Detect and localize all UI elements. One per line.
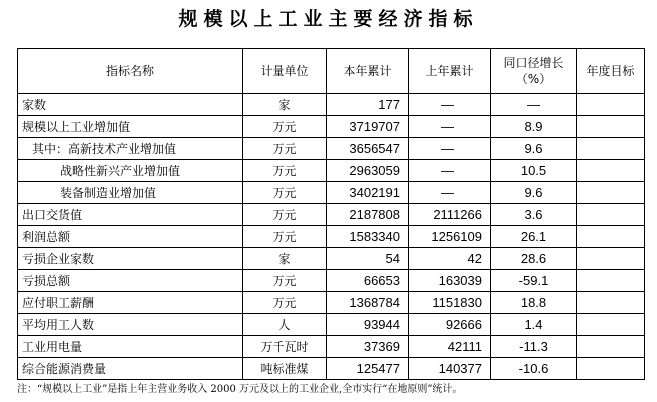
cell-current-ytd: 93944 <box>327 314 409 336</box>
cell-indicator-name: 利润总额 <box>18 226 243 248</box>
table-row <box>18 94 645 116</box>
cell-indicator-name: 平均用工人数 <box>18 314 243 336</box>
cell-annual-target <box>577 270 645 292</box>
cell-prior-ytd: — <box>409 94 491 116</box>
cell-growth: 18.8 <box>491 292 577 314</box>
footnote: 注：“规模以上工业”是指上年主营业务收入 2000 万元及以上的工业企业,全市实行“在地原则”统计。 <box>17 384 463 395</box>
cell-growth: 10.5 <box>491 160 577 182</box>
cell-indicator-name: 规模以上工业增加值 <box>18 116 243 138</box>
table-row <box>18 182 645 204</box>
header-unit: 计量单位 <box>243 49 327 94</box>
cell-prior-ytd: 163039 <box>409 270 491 292</box>
cell-growth: 9.6 <box>491 182 577 204</box>
cell-unit: 万元 <box>243 138 327 160</box>
cell-current-ytd: 125477 <box>327 358 409 380</box>
cell-annual-target <box>577 182 645 204</box>
cell-indicator-name: 工业用电量 <box>18 336 243 358</box>
cell-indicator-name: 出口交货值 <box>18 204 243 226</box>
table-row <box>18 314 645 336</box>
cell-current-ytd: 1583340 <box>327 226 409 248</box>
cell-indicator-name: 其中：高新技术产业增加值 <box>18 138 243 160</box>
cell-annual-target <box>577 314 645 336</box>
cell-prior-ytd: — <box>409 116 491 138</box>
cell-current-ytd: 54 <box>327 248 409 270</box>
cell-annual-target <box>577 160 645 182</box>
cell-unit: 家 <box>243 248 327 270</box>
cell-annual-target <box>577 226 645 248</box>
cell-prior-ytd: 92666 <box>409 314 491 336</box>
cell-unit: 万元 <box>243 182 327 204</box>
cell-growth: 1.4 <box>491 314 577 336</box>
cell-annual-target <box>577 94 645 116</box>
cell-annual-target <box>577 204 645 226</box>
header-prior-ytd: 上年累计 <box>409 49 491 94</box>
cell-growth: 26.1 <box>491 226 577 248</box>
cell-current-ytd: 3656547 <box>327 138 409 160</box>
cell-prior-ytd: — <box>409 138 491 160</box>
cell-growth: 3.6 <box>491 204 577 226</box>
cell-current-ytd: 3719707 <box>327 116 409 138</box>
cell-current-ytd: 66653 <box>327 270 409 292</box>
cell-unit: 人 <box>243 314 327 336</box>
cell-unit: 万元 <box>243 292 327 314</box>
table-row <box>18 248 645 270</box>
table-header-row <box>18 49 645 94</box>
cell-current-ytd: 3402191 <box>327 182 409 204</box>
cell-current-ytd: 2963059 <box>327 160 409 182</box>
cell-growth: — <box>491 94 577 116</box>
cell-current-ytd: 1368784 <box>327 292 409 314</box>
cell-current-ytd: 2187808 <box>327 204 409 226</box>
page-title: 规模以上工业主要经济指标 <box>178 8 479 30</box>
cell-unit: 万元 <box>243 226 327 248</box>
cell-unit: 万千瓦时 <box>243 336 327 358</box>
indicator-table <box>17 48 645 380</box>
table-row <box>18 292 645 314</box>
cell-unit: 万元 <box>243 270 327 292</box>
cell-unit: 万元 <box>243 160 327 182</box>
header-growth-line2: （%） <box>515 72 552 86</box>
cell-prior-ytd: 42 <box>409 248 491 270</box>
cell-prior-ytd: 42111 <box>409 336 491 358</box>
cell-growth: -11.3 <box>491 336 577 358</box>
table-row <box>18 160 645 182</box>
cell-current-ytd: 37369 <box>327 336 409 358</box>
table-row <box>18 270 645 292</box>
header-indicator: 指标名称 <box>18 49 243 94</box>
table-row <box>18 138 645 160</box>
cell-indicator-name: 战略性新兴产业增加值 <box>18 160 243 182</box>
header-annual-target: 年度目标 <box>577 49 645 94</box>
cell-prior-ytd: — <box>409 160 491 182</box>
cell-unit: 家 <box>243 94 327 116</box>
table-row <box>18 336 645 358</box>
header-current-ytd: 本年累计 <box>327 49 409 94</box>
cell-growth: 28.6 <box>491 248 577 270</box>
cell-growth: 9.6 <box>491 138 577 160</box>
cell-growth: -59.1 <box>491 270 577 292</box>
cell-annual-target <box>577 248 645 270</box>
cell-prior-ytd: 1151830 <box>409 292 491 314</box>
header-growth-line1: 同口径增长 <box>503 56 564 70</box>
cell-indicator-name: 综合能源消费量 <box>18 358 243 380</box>
cell-annual-target <box>577 292 645 314</box>
cell-unit: 万元 <box>243 204 327 226</box>
cell-prior-ytd: 1256109 <box>409 226 491 248</box>
cell-annual-target <box>577 358 645 380</box>
header-growth <box>491 49 577 94</box>
table-row <box>18 358 645 380</box>
cell-indicator-name: 装备制造业增加值 <box>18 182 243 204</box>
cell-prior-ytd: 140377 <box>409 358 491 380</box>
cell-prior-ytd: 2111266 <box>409 204 491 226</box>
cell-growth: -10.6 <box>491 358 577 380</box>
cell-annual-target <box>577 336 645 358</box>
cell-indicator-name: 亏损总额 <box>18 270 243 292</box>
cell-annual-target <box>577 138 645 160</box>
cell-growth: 8.9 <box>491 116 577 138</box>
cell-current-ytd: 177 <box>327 94 409 116</box>
cell-indicator-name: 家数 <box>18 94 243 116</box>
table-row <box>18 204 645 226</box>
cell-unit: 吨标准煤 <box>243 358 327 380</box>
cell-indicator-name: 应付职工薪酬 <box>18 292 243 314</box>
cell-prior-ytd: — <box>409 182 491 204</box>
cell-annual-target <box>577 116 645 138</box>
table-row <box>18 226 645 248</box>
table-row <box>18 116 645 138</box>
cell-indicator-name: 亏损企业家数 <box>18 248 243 270</box>
cell-unit: 万元 <box>243 116 327 138</box>
